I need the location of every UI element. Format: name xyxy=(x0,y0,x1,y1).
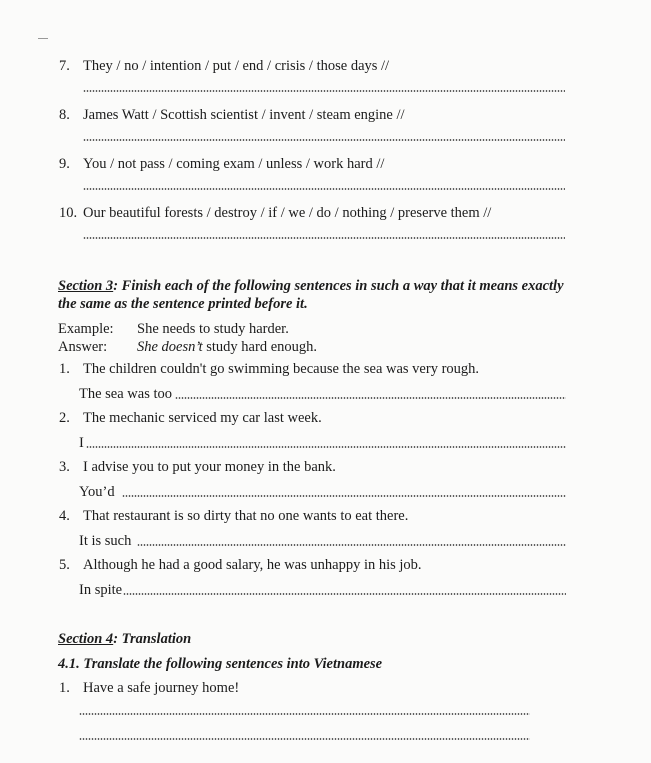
answer-example-line: Answer: She doesn’t study hard enough. xyxy=(58,339,318,355)
answer-line[interactable] xyxy=(83,90,565,92)
answer-prompt: In spite xyxy=(79,582,123,598)
answer-line[interactable] xyxy=(83,237,565,239)
list-item: 8. James Watt / Scottish scientist / invent / steam engine // xyxy=(59,107,405,123)
answer-prompt: I xyxy=(79,435,84,451)
list-item: 7. They / no / intention / put / end / crisis / those days // xyxy=(59,58,390,74)
list-item: 1. The children couldn't go swimming because the sea was very rough. xyxy=(59,361,480,377)
section-heading-line2: the same as the sentence printed before it. xyxy=(58,296,308,312)
answer-line[interactable] xyxy=(123,593,566,595)
answer-line[interactable] xyxy=(86,446,566,448)
list-item: 9. You / not pass / coming exam / unless / work hard // xyxy=(59,156,385,172)
list-item: 10. Our beautiful forests / destroy / if / we / do / nothing / preserve them // xyxy=(59,205,492,221)
answer-line[interactable] xyxy=(79,738,530,740)
list-item: 3. I advise you to put your money in the bank. xyxy=(59,459,336,475)
list-item: 2. The mechanic serviced my car last week. xyxy=(59,410,322,426)
section-heading: Section 4: Translation xyxy=(58,631,192,647)
list-item: 1. Have a safe journey home! xyxy=(59,680,240,696)
answer-prompt: It is such xyxy=(79,533,132,549)
sub-heading: 4.1. Translate the following sentences into Vietnamese xyxy=(58,656,383,672)
list-item: 5. Although he had a good salary, he was unhappy in his job. xyxy=(59,557,422,573)
answer-line[interactable] xyxy=(137,544,566,546)
answer-prompt: You’d xyxy=(79,484,115,500)
answer-line[interactable] xyxy=(175,397,566,399)
answer-line[interactable] xyxy=(122,495,566,497)
answer-line[interactable] xyxy=(83,188,565,190)
scan-mark xyxy=(38,38,48,39)
answer-line[interactable] xyxy=(83,139,565,141)
example-line: Example: She needs to study harder. xyxy=(58,321,289,337)
answer-line[interactable] xyxy=(79,713,530,715)
list-item: 4. That restaurant is so dirty that no one wants to eat there. xyxy=(59,508,409,524)
answer-prompt: The sea was too xyxy=(79,386,173,402)
section-heading: Section 3: Finish each of the following sentences in such a way that it means exactly xyxy=(58,278,564,294)
